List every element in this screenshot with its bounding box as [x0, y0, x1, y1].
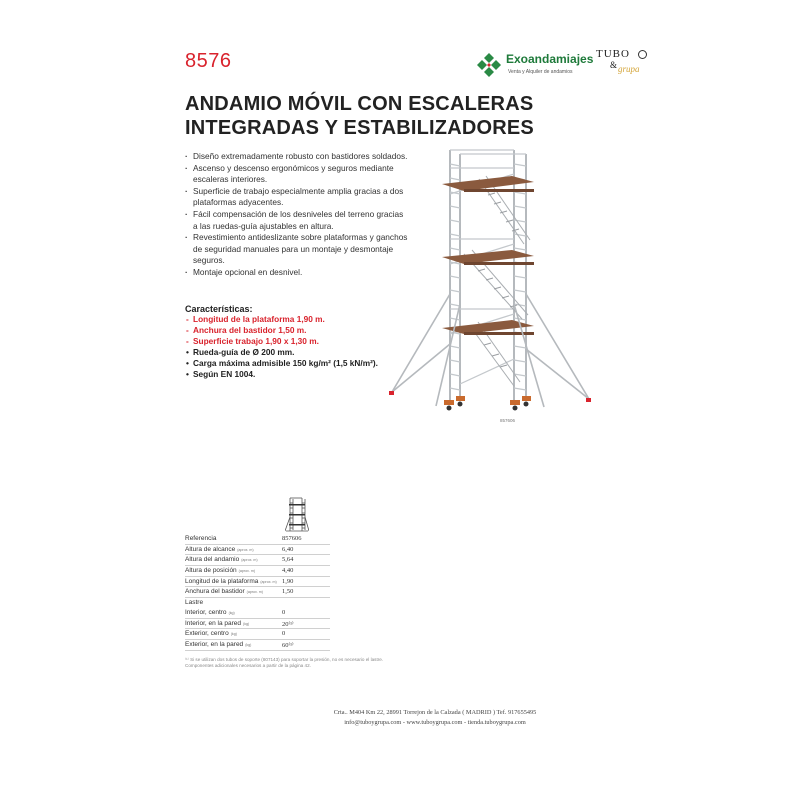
- table-row: [185, 566, 330, 577]
- characteristic-item: • Carga máxima admisible 150 kg/m² (1,5 kN/m²).: [185, 358, 385, 369]
- spec-unit: (aprox. m): [237, 547, 254, 552]
- spec-unit: (aprox. m): [246, 590, 263, 595]
- characteristic-item: • Según EN 1004.: [185, 369, 385, 380]
- scaffold-illustration: [384, 144, 604, 419]
- table-row: [185, 608, 330, 619]
- feature-list: [185, 151, 410, 279]
- feature-item: · Fácil compensación de los desniveles del terreno gracias a las ruedas-guía ajustables en altura.: [185, 209, 410, 232]
- spec-label: Altura del andamio: [185, 556, 240, 564]
- spec-unit: (kg): [245, 642, 252, 647]
- footer-address: Crta.. M404 Km 22, 28991 Torrejon de la Calzada ( MADRID ) Tef. 917655495: [333, 709, 537, 716]
- characteristic-item: - Longitud de la plataforma 1,90 m.: [185, 314, 385, 325]
- spec-value: 1,90: [282, 577, 294, 585]
- ring-icon: [638, 50, 647, 59]
- spec-label: Interior, en la pared: [185, 619, 242, 627]
- table-row: [185, 598, 330, 608]
- spec-value: 1,50: [282, 588, 294, 596]
- spec-label: Longitud de la plataforma: [185, 577, 259, 585]
- footnotes: [185, 657, 445, 670]
- footnote-2: Componentes adicionales necesarios a partir de la página 42.: [185, 663, 311, 669]
- tubo-logo-text: TUBO: [596, 48, 630, 60]
- spec-label: Altura de alcance: [185, 545, 236, 553]
- clover-logo-icon: [474, 50, 504, 80]
- spec-value: 60⁽¹⁾: [282, 641, 294, 649]
- logo-name: Exoandamiajes: [506, 52, 594, 66]
- product-code: 8576: [185, 50, 232, 72]
- spec-value: 20⁽¹⁾: [282, 620, 294, 628]
- title-line-2: INTEGRADAS Y ESTABILIZADORES: [185, 117, 534, 139]
- spec-label: Referencia: [185, 535, 217, 542]
- spec-unit: (aprox. m): [260, 579, 277, 584]
- table-row: [185, 555, 330, 566]
- spec-value: 857606: [282, 535, 302, 542]
- table-row: [185, 534, 330, 545]
- spec-unit: (kg): [230, 632, 237, 637]
- feature-item: · Ascenso y descenso ergonómicos y seguros mediante escaleras interiores.: [185, 163, 410, 186]
- title-line-1: ANDAMIO MÓVIL CON ESCALERAS: [185, 93, 534, 115]
- spec-unit: (aprox. m): [241, 558, 258, 563]
- image-reference-code: 857606: [500, 418, 516, 423]
- spec-unit: (kg): [243, 621, 250, 626]
- feature-item: · Revestimiento antideslizante sobre plataformas y ganchos de seguridad manuales para un montaje y desmontaje seguros.: [185, 232, 410, 267]
- characteristics-heading: Características:: [185, 304, 253, 314]
- table-row: [185, 629, 330, 640]
- table-row: [185, 545, 330, 556]
- characteristic-item: - Anchura del bastidor 1,50 m.: [185, 325, 385, 336]
- lastre-heading: Lastre: [185, 599, 204, 607]
- feature-item: · Montaje opcional en desnivel.: [185, 267, 410, 279]
- spec-value: 5,64: [282, 556, 294, 564]
- tubo-grupa-logo: [596, 48, 646, 84]
- feature-item: · Superficie de trabajo especialmente amplia gracias a dos plataformas adyacentes.: [185, 186, 410, 209]
- page-title: [185, 92, 534, 140]
- spec-label: Altura de posición: [185, 567, 237, 575]
- characteristic-item: • Rueda-guía de Ø 200 mm.: [185, 347, 385, 358]
- table-row: [185, 619, 330, 630]
- spec-value: 0: [282, 608, 286, 616]
- table-row: [185, 577, 330, 588]
- logo-tagline: Venta y Alquiler de andamios: [508, 69, 573, 75]
- spec-value: 0: [282, 630, 286, 638]
- page-footer: [265, 708, 605, 728]
- spec-label: Anchura del bastidor: [185, 588, 245, 596]
- spec-table: [185, 534, 330, 651]
- spec-value: 4,40: [282, 567, 294, 575]
- spec-label: Exterior, en la pared: [185, 640, 244, 648]
- scaffold-thumbnail: [285, 497, 309, 533]
- spec-value: 6,40: [282, 545, 294, 553]
- tubo-logo-sub: grupa: [618, 64, 640, 74]
- characteristics-list: [185, 314, 385, 380]
- spec-label: Interior, centro: [185, 608, 227, 616]
- characteristic-item: - Superficie trabajo 1,90 x 1,30 m.: [185, 336, 385, 347]
- feature-item: · Diseño extremadamente robusto con bastidores soldados.: [185, 151, 410, 163]
- footnote-1: ⁽¹⁾ Si se utilizan dos tubos de soporte (807143) para soportar la presión, no es necesario el lastre.: [185, 657, 384, 662]
- platforms: [442, 176, 534, 334]
- spec-unit: (aprox. m): [238, 569, 256, 574]
- tubo-logo-amp: &: [610, 60, 618, 70]
- spec-unit: (kg): [228, 610, 235, 615]
- footer-links[interactable]: info@tuboygrupa.com - www.tuboygrupa.com - tienda.tuboygrupa.com: [344, 719, 526, 726]
- spec-label: Exterior, centro: [185, 630, 229, 638]
- table-row: [185, 640, 330, 651]
- table-row: [185, 587, 330, 598]
